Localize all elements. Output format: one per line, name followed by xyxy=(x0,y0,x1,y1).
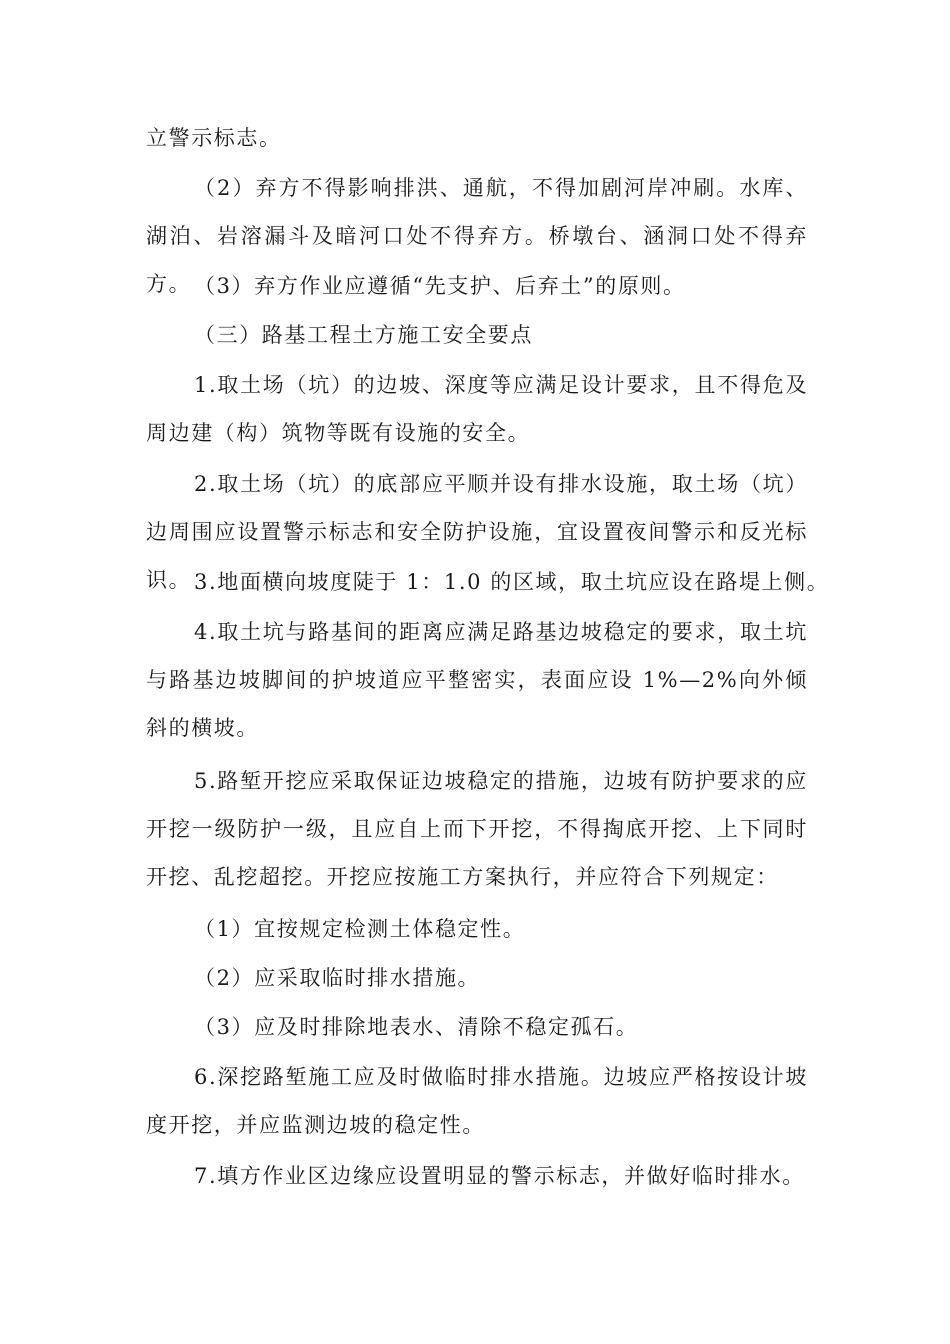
paragraph-point-4: 4.取土坑与路基间的距离应满足路基边坡稳定的要求，取土坑与路基边坡脚间的护坡道应平整密实，表面应设 1%—2%向外倾斜的横坡。 xyxy=(146,620,808,740)
paragraph-subitem-1: （1）宜按规定检测土体稳定性。 xyxy=(194,917,526,941)
paragraph-continuation: 立警示标志。 xyxy=(146,126,282,150)
paragraph-subitem-2: （2）应采取临时排水措施。 xyxy=(194,966,481,990)
paragraph-point-6: 6.深挖路堑施工应及时做临时排水措施。边坡应严格按设计坡度开挖，并应监测边坡的稳定性。 xyxy=(146,1065,808,1137)
paragraph-point-5: 5.路堑开挖应采取保证边坡稳定的措施，边坡有防护要求的应开挖一级防护一级，且应自上而下开挖，不得掏底开挖、上下同时开挖、乱挖超挖。开挖应按施工方案执行，并应符合下列规定： xyxy=(146,769,808,889)
paragraph-item-3-spoil: （3）弃方作业应遵循“先支护、后弃土”的原则。 xyxy=(194,274,686,298)
paragraph-point-1: 1.取土场（坑）的边坡、深度等应满足设计要求，且不得危及周边建（构）筑物等既有设施的安全。 xyxy=(146,373,808,445)
paragraph-point-2: 2.取土场（坑）的底部应平顺并设有排水设施，取土场（坑）边周围应设置警示标志和安全防护设施，宜设置夜间警示和反光标识。 xyxy=(146,472,808,592)
paragraph-item-2-spoil: （2）弃方不得影响排洪、通航，不得加剧河岸冲刷。水库、湖泊、岩溶漏斗及暗河口处不得弃方。桥墩台、涵洞口处不得弃方。 xyxy=(146,176,808,296)
paragraph-point-7: 7.填方作业区边缘应设置明显的警示标志，并做好临时排水。 xyxy=(194,1164,805,1188)
paragraph-subitem-3: （3）应及时排除地表水、清除不稳定孤石。 xyxy=(194,1015,639,1039)
section-heading: （三）路基工程土方施工安全要点 xyxy=(194,323,533,347)
paragraph-point-3: 3.地面横向坡度陡于 1：1.0 的区域，取土坑应设在路堤上侧。 xyxy=(194,570,830,594)
